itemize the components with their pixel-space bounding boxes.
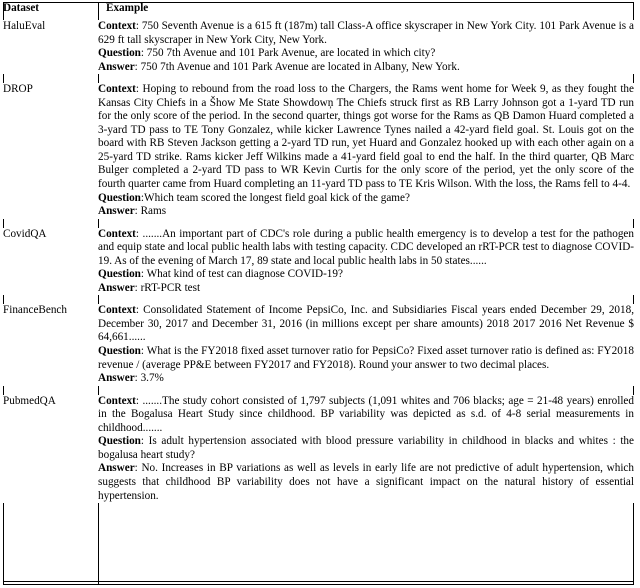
context-text: : Consolidated Statement of Income PepsiCo, Inc. and Subsidiaries Fiscal years ended December 29, 2018, December 30, 2017 and December 31, 2016 (in millions except per share amounts) 2018 2017 2016 Net Revenue $ 64,661......	[98, 304, 634, 344]
question-text: : What kind of test can diagnose COVID-19?	[140, 268, 343, 281]
row-gap-left	[3, 295, 98, 304]
table-row	[3, 395, 634, 503]
row-gap-right	[98, 219, 634, 228]
dataset-name-cell: HaluEval	[3, 20, 98, 74]
row-gap	[3, 386, 634, 395]
answer-label: Answer	[98, 281, 135, 294]
dataset-name-cell: FinanceBench	[3, 304, 98, 385]
context-text: : .......An important part of CDC's role during a public health emergency is to develop a test for the pathogen and equip state and local public health labs with testing capacity. CDC developed an rRT-PCR test to diagnose COVID-19. As of the evening of March 17, 89 state and local public health labs in 50 states......	[98, 227, 635, 267]
example-cell	[98, 20, 634, 74]
row-gap-right	[98, 74, 634, 83]
answer-line	[98, 61, 634, 75]
table-row	[3, 20, 634, 74]
answer-text: : Rams	[134, 205, 167, 218]
answer-line	[98, 372, 634, 386]
row-gap	[3, 295, 634, 304]
row-gap-left	[3, 219, 98, 228]
dataset-name-cell: DROP	[3, 83, 98, 218]
question-line	[98, 345, 634, 372]
answer-line	[98, 205, 634, 219]
context-line	[98, 20, 634, 47]
answer-label: Answer	[98, 462, 135, 475]
context-label: Context	[98, 394, 136, 407]
example-cell	[98, 304, 634, 385]
context-label: Context	[98, 20, 136, 32]
question-line	[98, 435, 634, 462]
question-text: : Is adult hypertension associated with blood pressure variability in childhood in blacks and whites : the bogalusa heart study?	[98, 435, 634, 461]
context-label: Context	[98, 304, 136, 317]
answer-text: : rRT-PCR test	[134, 281, 201, 294]
example-cell	[98, 83, 634, 218]
row-gap-right	[98, 386, 634, 395]
question-line	[98, 192, 634, 206]
table-row	[3, 228, 634, 296]
row-gap	[3, 74, 634, 83]
table-header	[3, 2, 634, 20]
question-label: Question	[98, 268, 141, 281]
example-cell	[98, 228, 634, 296]
row-gap-right	[98, 295, 634, 304]
context-line	[98, 395, 634, 436]
context-line	[98, 304, 634, 345]
answer-line	[98, 282, 634, 296]
dataset-name-cell: CovidQA	[3, 228, 98, 296]
question-label: Question	[98, 435, 141, 448]
answer-text: : No. Increases in BP variations as well as levels in early life are not predictive of adult hypertension, which suggests that childhood BP variability does not have a significant impact on the natural history of essential hypertension.	[98, 462, 634, 502]
question-line	[98, 47, 634, 61]
dataset-name-cell: PubmedQA	[3, 395, 98, 503]
question-label: Question	[98, 47, 141, 60]
answer-label: Answer	[98, 205, 135, 218]
row-gap	[3, 219, 634, 228]
dataset-example-table	[3, 2, 634, 503]
table-row	[3, 304, 634, 385]
row-gap-left	[3, 386, 98, 395]
answer-text: : 3.7%	[134, 372, 164, 385]
answer-text: : 750 7th Avenue and 101 Park Avenue are located in Albany, New York.	[134, 60, 460, 73]
table-row	[3, 83, 634, 218]
context-label: Context	[98, 227, 136, 240]
question-text: :Which team scored the longest field goal kick of the game?	[140, 191, 410, 204]
context-line	[98, 228, 634, 269]
row-gap-left	[3, 74, 98, 83]
header-example: Example	[106, 2, 149, 14]
answer-line	[98, 462, 634, 503]
header-dataset: Dataset	[3, 2, 40, 14]
question-text: : What is the FY2018 fixed asset turnover ratio for PepsiCo? Fixed asset turnover ratio is defined as: FY2018 revenue / (average PP&E between FY2017 and FY2018). Round your answer to two decimal places.	[98, 345, 634, 371]
question-label: Question	[98, 191, 141, 204]
context-line	[98, 83, 634, 191]
answer-label: Answer	[98, 372, 135, 385]
context-text: : .......The study cohort consisted of 1,797 subjects (1,091 whites and 706 blacks; age = 21-48 years) enrolled in the Bogalusa Heart Study since childhood. BP variability was depicted as s.d. of 4-8 serial measurements in childhood.......	[98, 394, 634, 434]
context-label: Context	[98, 83, 136, 96]
question-text: : 750 7th Avenue and 101 Park Avenue, are located in which city?	[140, 47, 436, 60]
question-line	[98, 268, 634, 282]
question-label: Question	[98, 345, 141, 358]
example-cell	[98, 395, 634, 503]
context-text: : 750 Seventh Avenue is a 615 ft (187m) tall Class-A office skyscraper in New York City. 101 Park Avenue is a 629 ft tall skyscraper in New York City, New York.	[98, 20, 634, 46]
table-body	[3, 20, 634, 503]
context-text: : Hoping to rebound from the road loss to the Chargers, the Rams went home for Week 9, as they fought the Kansas City Chiefs in a Šhow Me State Showdowņ The Chiefs struck first as RB Larry Johnson got a 1-yard TD run for the only score of the period. In the second quarter, things got worse for the Rams as QB Damon Huard completed a 3-yard TD pass to TE Tony Gonzalez, while kicker Lawrence Tynes nailed a 42-yard field goal. St. Louis got on the board with RB Steven Jackson getting a 2-yard TD run, yet Huard and Gonzalez hooked up with each other again on a 25-yard TD strike. Rams kicker Jeff Wilkins made a 41-yard field goal to end the half. In the third quarter, QB Marc Bulger completed a 2-yard TD pass to WR Kevin Curtis for the only score of the period, yet the only score of the fourth quarter came from Huard completing an 11-yard TD pass to TE Kris Wilson. With the loss, the Rams fell to 4-4.	[98, 83, 634, 191]
header-row	[3, 2, 634, 15]
answer-label: Answer	[98, 60, 135, 73]
